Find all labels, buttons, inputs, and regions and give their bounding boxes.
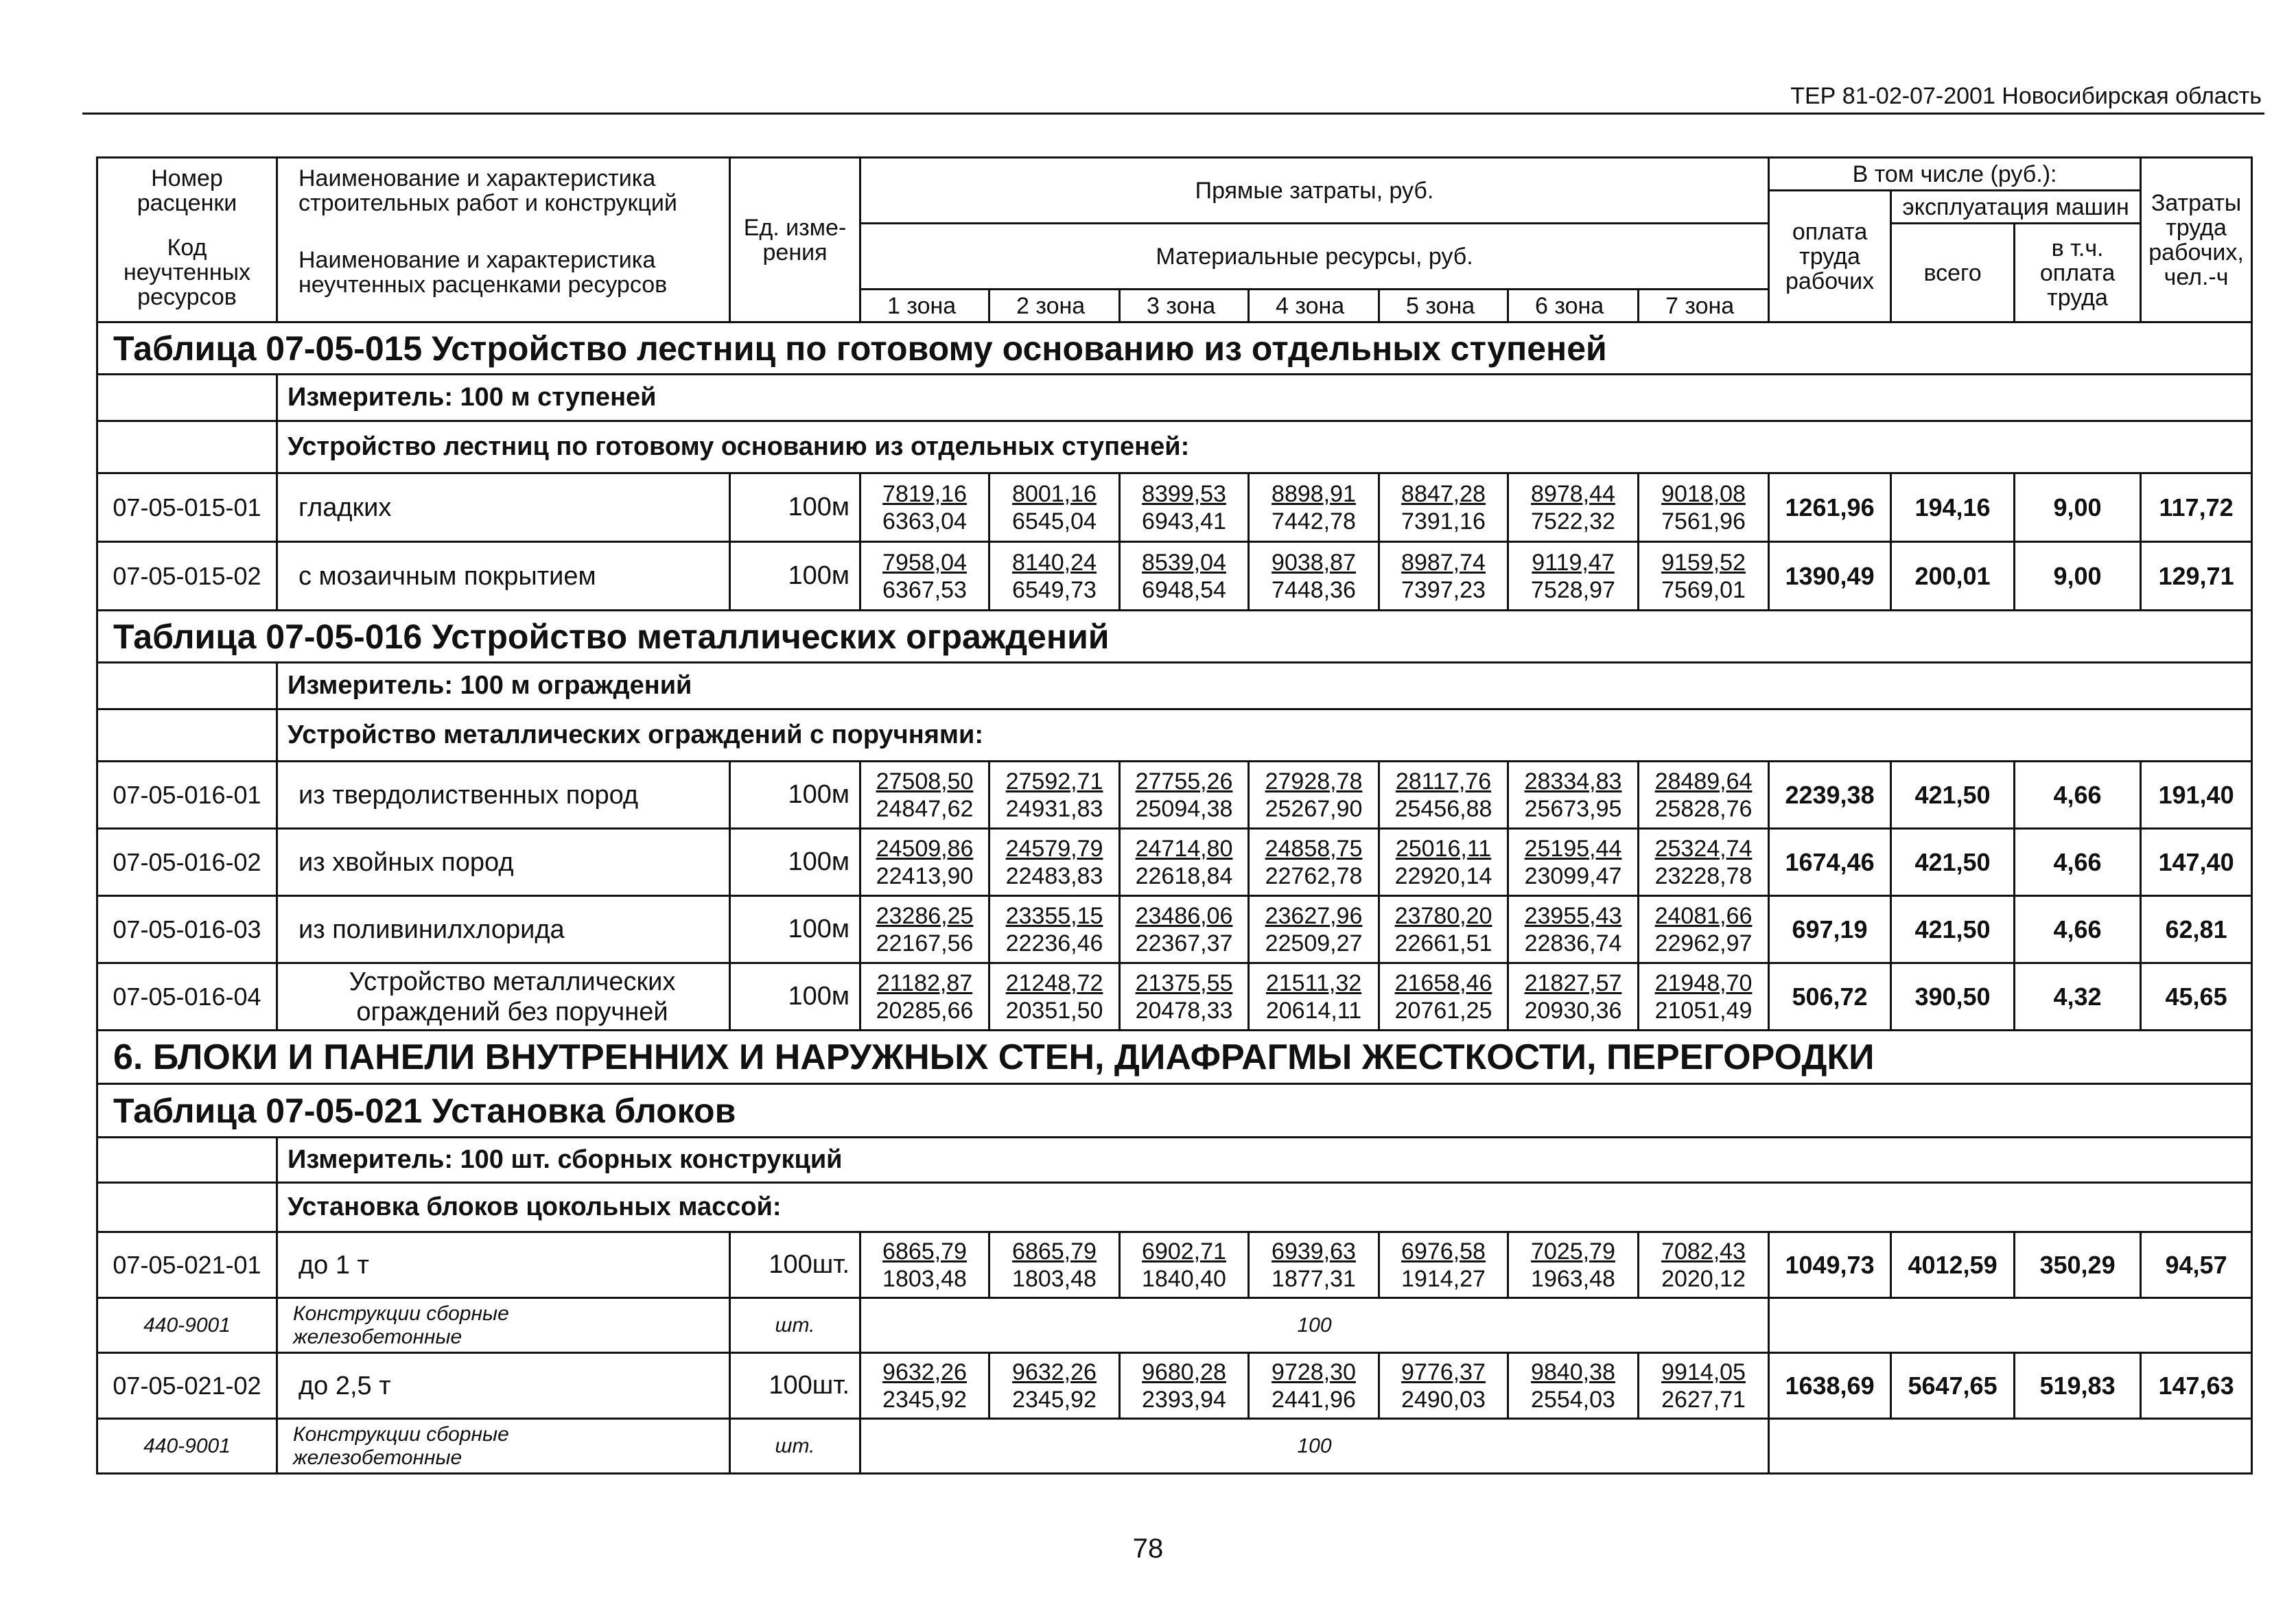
- page-number: 78: [1132, 1534, 1164, 1564]
- part-title: 6. БЛОКИ И ПАНЕЛИ ВНУТРЕННИХ И НАРУЖНЫХ СТЕН, ДИАФРАГМЫ ЖЕСТКОСТИ, ПЕРЕГОРОДКИ: [97, 1031, 2252, 1084]
- machine-wage-value: 4,66: [2015, 762, 2141, 829]
- work-name: до 2,5 т: [277, 1353, 730, 1419]
- zone-cost: 8898,91 7442,78: [1249, 473, 1379, 542]
- col-header-code-top: Номер расценки: [97, 158, 277, 224]
- zone-cost: 8987,74 7397,23: [1379, 542, 1508, 611]
- zone-cost: 9159,52 7569,01: [1639, 542, 1769, 611]
- table-row: [97, 762, 2252, 829]
- work-name: из хвойных пород: [277, 829, 730, 896]
- wage-value: 1261,96: [1769, 473, 1891, 542]
- labor-value: 45,65: [2141, 963, 2252, 1031]
- zone-cost: 23486,06 22367,37: [1120, 896, 1249, 963]
- zone-cost: 8140,24 6549,73: [989, 542, 1120, 611]
- rate-code: 07-05-016-02: [97, 829, 277, 896]
- zone-header: 1 зона: [860, 290, 989, 322]
- machine-wage-value: 9,00: [2015, 542, 2141, 611]
- col-header-material: Материальные ресурсы, руб.: [860, 224, 1769, 290]
- work-name-line: ограждений без поручней: [356, 997, 668, 1026]
- zone-cost: 6939,63 1877,31: [1249, 1232, 1379, 1298]
- machine-wage-value: 4,66: [2015, 829, 2141, 896]
- zone-header: 5 зона: [1379, 290, 1508, 322]
- col-header-labor: Затраты труда рабочих, чел.-ч: [2141, 158, 2252, 322]
- rate-code: 07-05-015-02: [97, 542, 277, 611]
- zone-cost: 23286,25 22167,56: [860, 896, 989, 963]
- zone-cost: 9840,38 2554,03: [1508, 1353, 1639, 1419]
- rate-code: 07-05-021-01: [97, 1232, 277, 1298]
- wage-value: 697,19: [1769, 896, 1891, 963]
- zone-cost: 23355,15 22236,46: [989, 896, 1120, 963]
- zone-cost: 21511,32 20614,11: [1249, 963, 1379, 1031]
- zone-cost: 9632,26 2345,92: [860, 1353, 989, 1419]
- wage-value: 2239,38: [1769, 762, 1891, 829]
- zone-cost: 25016,11 22920,14: [1379, 829, 1508, 896]
- zone-header: 4 зона: [1249, 290, 1379, 322]
- resource-name-line: железобетонные: [293, 1446, 462, 1469]
- resource-name-line: Конструкции сборные: [293, 1422, 509, 1446]
- zone-cost: 9038,87 7448,36: [1249, 542, 1379, 611]
- zone-cost: 9632,26 2345,92: [989, 1353, 1120, 1419]
- zone-cost: 21248,72 20351,50: [989, 963, 1120, 1031]
- machine-wage-value: 519,83: [2015, 1353, 2141, 1419]
- machine-wage-value: 4,66: [2015, 896, 2141, 963]
- zone-cost: 21182,87 20285,66: [860, 963, 989, 1031]
- zone-cost: 6865,79 1803,48: [860, 1232, 989, 1298]
- labor-value: 129,71: [2141, 542, 2252, 611]
- table-row: [97, 829, 2252, 896]
- col-header-wage: оплата труда рабочих: [1769, 191, 1891, 322]
- table-row: [97, 542, 2252, 611]
- work-name: [277, 963, 730, 1031]
- col-header-code-bottom: Код неучтенных ресурсов: [97, 224, 277, 322]
- rate-code: 07-05-015-01: [97, 473, 277, 542]
- work-name: гладких: [277, 473, 730, 542]
- machine-total-value: 421,50: [1891, 896, 2015, 963]
- zone-cost: 27592,71 24931,83: [989, 762, 1120, 829]
- zone-cost: 9680,28 2393,94: [1120, 1353, 1249, 1419]
- zone-cost: 21948,70 21051,49: [1639, 963, 1769, 1031]
- machine-total-value: 390,50: [1891, 963, 2015, 1031]
- measure-label: Измеритель: 100 м ступеней: [277, 375, 2252, 421]
- zone-cost: 9018,08 7561,96: [1639, 473, 1769, 542]
- labor-value: 147,63: [2141, 1353, 2252, 1419]
- zone-cost: 25324,74 23228,78: [1639, 829, 1769, 896]
- unit: 100м: [730, 542, 860, 611]
- resource-code: 440-9001: [97, 1298, 277, 1353]
- unit: 100м: [730, 963, 860, 1031]
- labor-value: 62,81: [2141, 896, 2252, 963]
- zone-cost: 9728,30 2441,96: [1249, 1353, 1379, 1419]
- rate-code: 07-05-016-03: [97, 896, 277, 963]
- labor-value: 117,72: [2141, 473, 2252, 542]
- work-name: до 1 т: [277, 1232, 730, 1298]
- zone-header: 3 зона: [1120, 290, 1249, 322]
- group-label: Устройство лестниц по готовому основанию из отдельных ступеней:: [277, 421, 2252, 473]
- zone-cost: 7958,04 6367,53: [860, 542, 989, 611]
- wage-value: 506,72: [1769, 963, 1891, 1031]
- work-name: с мозаичным покрытием: [277, 542, 730, 611]
- measure-label: Измеритель: 100 м ограждений: [277, 663, 2252, 709]
- zone-cost: 21658,46 20761,25: [1379, 963, 1508, 1031]
- zone-cost: 28489,64 25828,76: [1639, 762, 1769, 829]
- table-row: [97, 1353, 2252, 1419]
- rate-code: 07-05-021-02: [97, 1353, 277, 1419]
- zone-cost: 21827,57 20930,36: [1508, 963, 1639, 1031]
- zone-header: 7 зона: [1639, 290, 1769, 322]
- unit: 100м: [730, 896, 860, 963]
- col-header-incl: В том числе (руб.):: [1769, 158, 2141, 191]
- zone-cost: 8978,44 7522,32: [1508, 473, 1639, 542]
- zone-cost: 28117,76 25456,88: [1379, 762, 1508, 829]
- machine-total-value: 5647,65: [1891, 1353, 2015, 1419]
- col-header-machine-wage: в т.ч. оплата труда: [2015, 224, 2141, 322]
- zone-cost: 25195,44 23099,47: [1508, 829, 1639, 896]
- zone-cost: 24714,80 22618,84: [1120, 829, 1249, 896]
- col-header-machine: эксплуатация машин: [1891, 191, 2141, 224]
- resource-name: [277, 1419, 730, 1474]
- labor-value: 191,40: [2141, 762, 2252, 829]
- wage-value: 1674,46: [1769, 829, 1891, 896]
- zone-cost: 7819,16 6363,04: [860, 473, 989, 542]
- zone-cost: 8539,04 6948,54: [1120, 542, 1249, 611]
- machine-total-value: 4012,59: [1891, 1232, 2015, 1298]
- machine-wage-value: 9,00: [2015, 473, 2141, 542]
- zone-cost: 6865,79 1803,48: [989, 1232, 1120, 1298]
- zone-cost: 21375,55 20478,33: [1120, 963, 1249, 1031]
- zone-cost: 6902,71 1840,40: [1120, 1232, 1249, 1298]
- resource-quantity: 100: [860, 1419, 1769, 1474]
- work-name-line: Устройство металлических: [349, 967, 676, 996]
- resource-name-line: железобетонные: [293, 1325, 462, 1348]
- labor-value: 147,40: [2141, 829, 2252, 896]
- wage-value: 1638,69: [1769, 1353, 1891, 1419]
- machine-total-value: 200,01: [1891, 542, 2015, 611]
- table-row: [97, 963, 2252, 1031]
- wage-value: 1390,49: [1769, 542, 1891, 611]
- group-label: Установка блоков цокольных массой:: [277, 1183, 2252, 1232]
- zone-cost: 27928,78 25267,90: [1249, 762, 1379, 829]
- document-header-title: ТЕР 81-02-07-2001 Новосибирская область: [1790, 83, 2262, 109]
- resource-unit: шт.: [730, 1298, 860, 1353]
- work-name: из твердолиственных пород: [277, 762, 730, 829]
- resource-name-line: Конструкции сборные: [293, 1302, 509, 1325]
- zone-cost: 9776,37 2490,03: [1379, 1353, 1508, 1419]
- zone-cost: 7025,79 1963,48: [1508, 1232, 1639, 1298]
- unit: 100шт.: [730, 1353, 860, 1419]
- col-header-name-bottom: Наименование и характеристика неучтенных расценками ресурсов: [277, 224, 730, 322]
- resource-row: [97, 1298, 2252, 1353]
- machine-wage-value: 4,32: [2015, 963, 2141, 1031]
- zone-cost: 8399,53 6943,41: [1120, 473, 1249, 542]
- col-header-name-top: Наименование и характеристика строительных работ и конструкций: [277, 158, 730, 224]
- zone-cost: 8847,28 7391,16: [1379, 473, 1508, 542]
- resource-unit: шт.: [730, 1419, 860, 1474]
- zone-cost: 23627,96 22509,27: [1249, 896, 1379, 963]
- work-name: из поливинилхлорида: [277, 896, 730, 963]
- resource-code: 440-9001: [97, 1419, 277, 1474]
- zone-cost: 23780,20 22661,51: [1379, 896, 1508, 963]
- measure-label: Измеритель: 100 шт. сборных конструкций: [277, 1138, 2252, 1183]
- section-title: Таблица 07-05-016 Устройство металлических ограждений: [97, 611, 2252, 663]
- table-row: [97, 1232, 2252, 1298]
- zone-cost: 23955,43 22836,74: [1508, 896, 1639, 963]
- zone-header: 2 зона: [989, 290, 1120, 322]
- resource-quantity: 100: [860, 1298, 1769, 1353]
- resource-name: [277, 1298, 730, 1353]
- zone-cost: 28334,83 25673,95: [1508, 762, 1639, 829]
- labor-value: 94,57: [2141, 1232, 2252, 1298]
- zone-cost: 27755,26 25094,38: [1120, 762, 1249, 829]
- zone-cost: 24081,66 22962,97: [1639, 896, 1769, 963]
- zone-cost: 7082,43 2020,12: [1639, 1232, 1769, 1298]
- machine-total-value: 194,16: [1891, 473, 2015, 542]
- machine-wage-value: 350,29: [2015, 1232, 2141, 1298]
- rates-table: [96, 156, 2253, 1474]
- rate-code: 07-05-016-04: [97, 963, 277, 1031]
- section-title: Таблица 07-05-015 Устройство лестниц по готовому основанию из отдельных ступеней: [97, 322, 2252, 375]
- table-row: [97, 896, 2252, 963]
- group-label: Устройство металлических ограждений с поручнями:: [277, 709, 2252, 762]
- unit: 100м: [730, 473, 860, 542]
- col-header-machine-total: всего: [1891, 224, 2015, 322]
- machine-total-value: 421,50: [1891, 762, 2015, 829]
- machine-total-value: 421,50: [1891, 829, 2015, 896]
- unit: 100м: [730, 762, 860, 829]
- header-rule: [82, 113, 2264, 115]
- section-title: Таблица 07-05-021 Установка блоков: [97, 1084, 2252, 1138]
- col-header-direct-costs: Прямые затраты, руб.: [860, 158, 1769, 224]
- zone-cost: 24579,79 22483,83: [989, 829, 1120, 896]
- zone-cost: 27508,50 24847,62: [860, 762, 989, 829]
- resource-row: [97, 1419, 2252, 1474]
- zone-cost: 24509,86 22413,90: [860, 829, 989, 896]
- zone-cost: 9914,05 2627,71: [1639, 1353, 1769, 1419]
- table-row: [97, 473, 2252, 542]
- zone-cost: 24858,75 22762,78: [1249, 829, 1379, 896]
- unit: 100шт.: [730, 1232, 860, 1298]
- zone-cost: 8001,16 6545,04: [989, 473, 1120, 542]
- unit: 100м: [730, 829, 860, 896]
- rate-code: 07-05-016-01: [97, 762, 277, 829]
- zone-cost: 6976,58 1914,27: [1379, 1232, 1508, 1298]
- wage-value: 1049,73: [1769, 1232, 1891, 1298]
- col-header-unit: Ед. изме-рения: [730, 158, 860, 322]
- zone-cost: 9119,47 7528,97: [1508, 542, 1639, 611]
- zone-header: 6 зона: [1508, 290, 1639, 322]
